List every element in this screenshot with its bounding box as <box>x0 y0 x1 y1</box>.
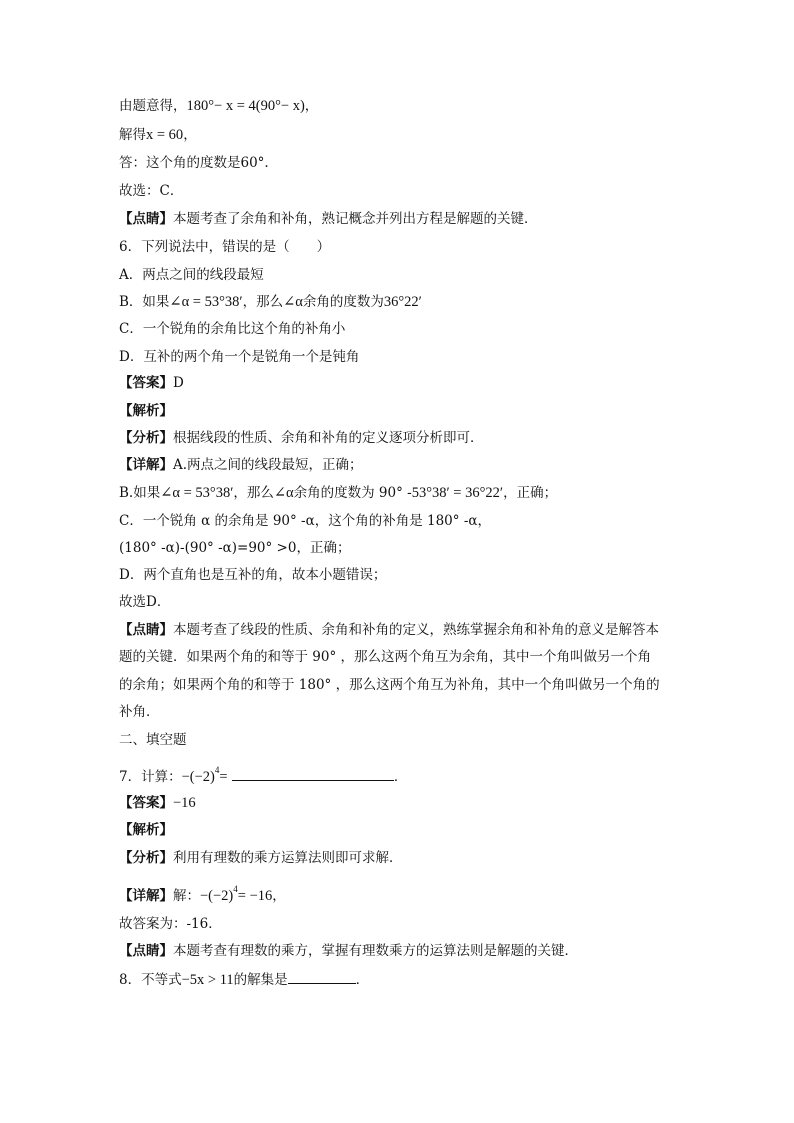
text: ，那么 <box>233 485 274 501</box>
result: = −16 <box>237 888 273 904</box>
section-heading: 二、填空题 <box>119 732 187 748</box>
detail-d-line: D．两个直角也是互补的角，故本小题错误； <box>119 567 387 583</box>
text: 由题意得， <box>119 98 187 114</box>
option-c: C．一个锐角的余角比这个角的补角小 <box>119 321 346 337</box>
answer-tag: 【答案】 <box>119 375 173 391</box>
text: 余角的度数为 <box>302 294 384 310</box>
analysis-subtag: 【分析】 <box>119 430 173 446</box>
angle-calc: 53°38′ = 36°22′ <box>411 485 504 501</box>
analysis-tag-line-2 <box>119 821 173 839</box>
answer-line: 答：这个角的度数是60°. <box>119 155 269 171</box>
detail-c-calc-line: (180° -α)-(90° -α)=90° >0，正确； <box>119 540 351 556</box>
comment-text: 本题考查了线段的性质、余角和补角的定义，熟练掌握余角和补角的意义是解答本 <box>173 622 659 638</box>
analysis-tag: 【解析】 <box>119 822 173 838</box>
text: ， <box>272 888 286 904</box>
expression: −(−2) <box>200 888 234 904</box>
angle-value: 36°22′ <box>383 294 422 310</box>
comment-text: 本题考查有理数的乘方，掌握有理数乘方的运算法则是解题的关键． <box>173 943 578 959</box>
inequality: −5x > 11 <box>181 972 234 988</box>
comment-tag: 【点睛】 <box>119 211 173 227</box>
detail-line <box>119 456 363 474</box>
text: 解： <box>173 888 200 904</box>
solution-result-line <box>119 126 197 144</box>
analysis-tag-line <box>119 402 173 420</box>
question-7-title <box>119 761 407 786</box>
analysis-line <box>119 429 484 447</box>
answer-value: −16 <box>173 795 196 811</box>
comment-line <box>119 210 538 228</box>
choice-line: 故选：C． <box>119 183 184 199</box>
option-d: D．互补的两个角一个是锐角一个是钝角 <box>119 349 360 365</box>
equals-sign: = <box>219 769 228 785</box>
detail-c-line: C．一个锐角 α 的余角是 90° -α，这个角的补角是 180° -α， <box>119 513 491 529</box>
answer-tag: 【答案】 <box>119 795 173 811</box>
question-8-title <box>119 969 369 989</box>
angle-symbol: ∠α <box>273 485 294 501</box>
detail-text: A.两点之间的线段最短，正确； <box>173 457 363 473</box>
answer-tag-line <box>119 374 184 392</box>
choice-d-line: 故选D． <box>119 594 171 610</box>
text: 解得 <box>119 127 146 143</box>
analysis-text: 利用有理数的乘方运算法则即可求解． <box>173 850 403 866</box>
exponent: 4 <box>233 884 238 894</box>
angle-expression: ∠α = 53°38′ <box>169 294 243 310</box>
text: ， <box>183 127 197 143</box>
analysis-subtag: 【分析】 <box>119 850 173 866</box>
equation: 180°− x = 4(90°− x) <box>186 98 305 114</box>
comment-continued-1: 题的关键．如果两个角的和等于 90° ，那么这两个角互为余角，其中一个角叫做另一个角 <box>119 649 652 665</box>
text: ，那么 <box>242 294 284 310</box>
answer-tag-line-2 <box>119 794 196 812</box>
text: ， <box>304 98 319 114</box>
text: ． <box>355 972 370 988</box>
text: B.如果 <box>119 485 161 501</box>
solution-equation-line <box>119 97 318 115</box>
text: B．如果 <box>119 294 170 310</box>
answer-blank <box>232 766 394 781</box>
text: 的解集是 <box>233 972 288 988</box>
option-a: A．两点之间的线段最短 <box>119 267 264 283</box>
angle-symbol: ∠α <box>283 294 303 310</box>
equation: x = 60 <box>146 127 184 143</box>
answer-blank <box>288 969 356 984</box>
option-b <box>119 293 422 311</box>
answer-value: D <box>173 375 184 391</box>
comment-continued-2: 的余角；如果两个角的和等于 180° ，那么这两个角互为补角，其中一个角叫做另一个角的 <box>119 677 660 693</box>
analysis-tag: 【解析】 <box>119 403 173 419</box>
answer-summary-line: 故答案为：-16． <box>119 916 222 932</box>
text: ，正确； <box>503 485 558 501</box>
comment-tag: 【点睛】 <box>119 622 173 638</box>
comment-line-3 <box>119 942 578 960</box>
exponent: 4 <box>214 765 220 775</box>
comment-text: 本题考查了余角和补角，熟记概念并列出方程是解题的关键． <box>173 211 538 227</box>
text: ． <box>393 769 408 785</box>
detail-tag: 【详解】 <box>119 457 173 473</box>
angle-expression: ∠α = 53°38′ <box>160 485 234 501</box>
detail-tag: 【详解】 <box>119 888 173 904</box>
text: 余角的度数为 90° - <box>293 485 412 501</box>
expression: −(−2) <box>181 769 215 785</box>
text: 7．计算： <box>119 769 182 785</box>
comment-continued-3: 补角． <box>119 704 160 720</box>
text: 8．不等式 <box>119 972 182 988</box>
analysis-text: 根据线段的性质、余角和补角的定义逐项分析即可． <box>173 430 484 446</box>
comment-line-2 <box>119 621 659 639</box>
analysis-line-2 <box>119 849 403 867</box>
detail-line-2 <box>119 880 286 905</box>
comment-tag: 【点睛】 <box>119 943 173 959</box>
question-6-title: 6．下列说法中，错误的是（ ） <box>119 239 331 255</box>
detail-b-line <box>119 484 557 502</box>
